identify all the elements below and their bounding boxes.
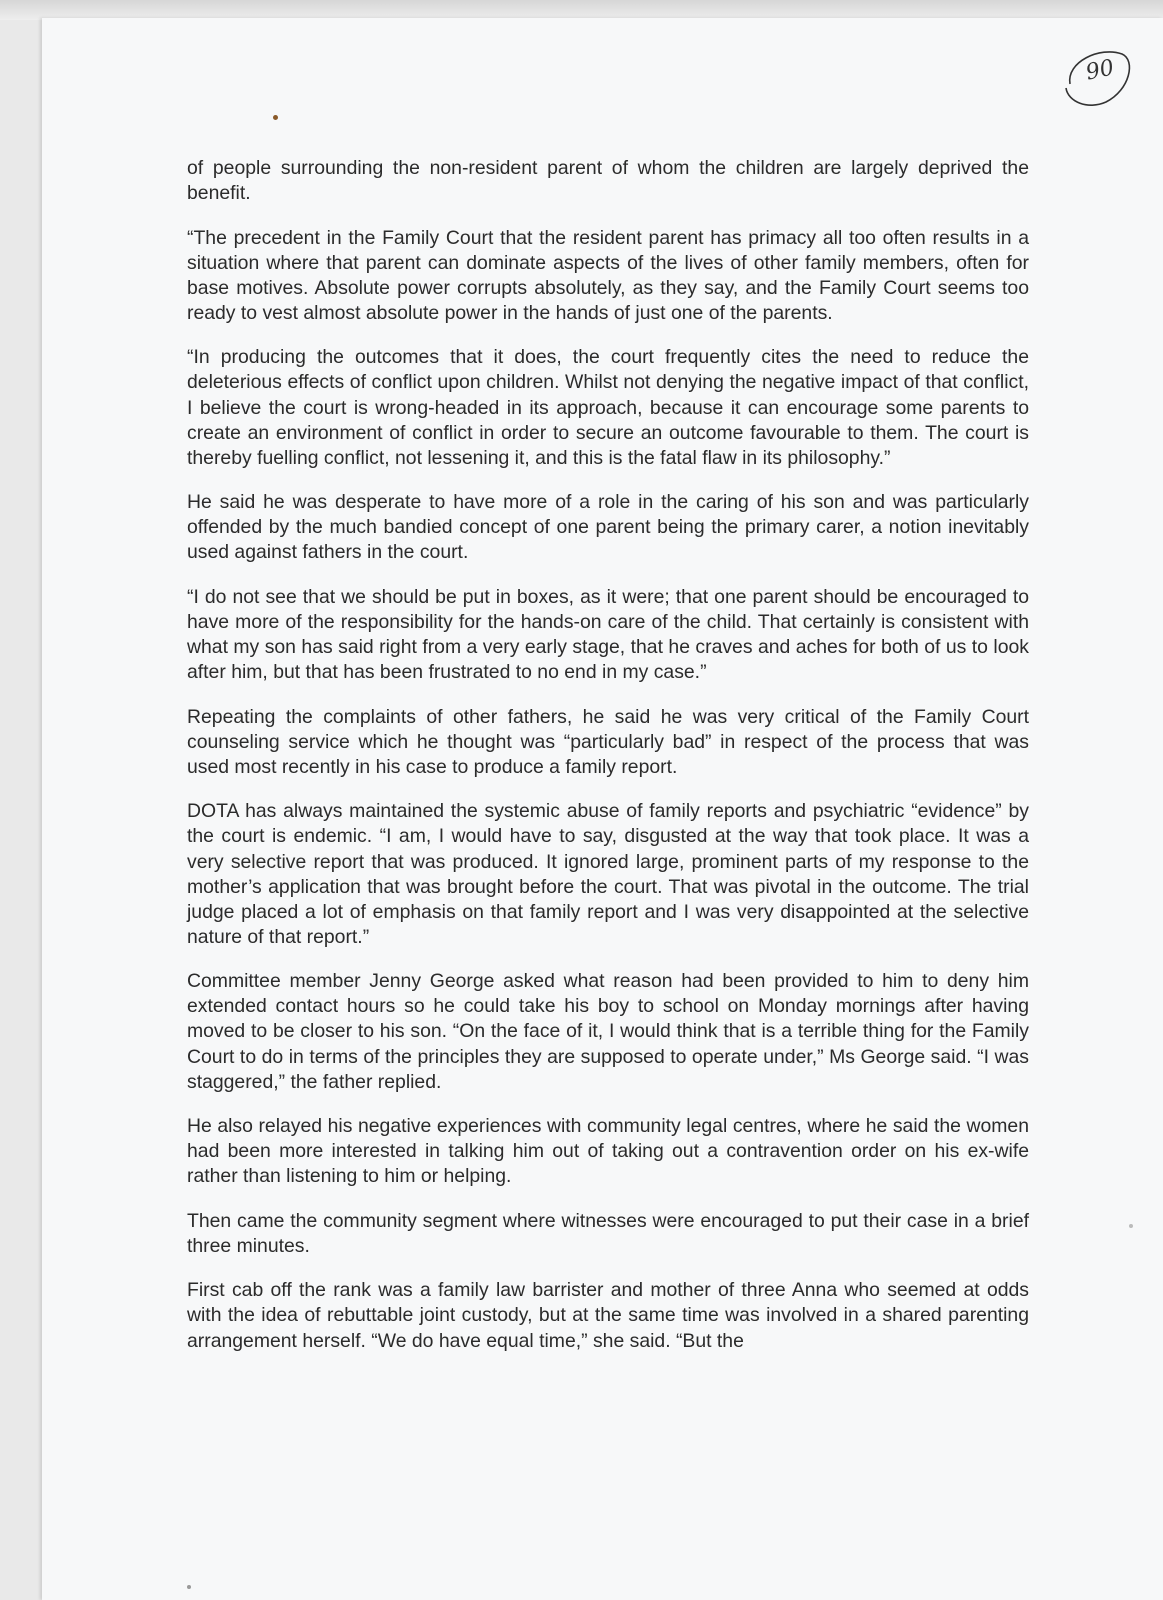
- paragraph: DOTA has always maintained the systemic abuse of family reports and psychiatric “evidence” by the court is endemic. “I am, I would have to say, disgusted at the way that took place. It was a very selective report that was produced. It ignored large, prominent parts of my response to the mother’s application that was brought before the court. That was pivotal in the outcome. The trial judge placed a lot of emphasis on that family report and I was very disappointed at the selective nature of that report.”: [187, 800, 1029, 948]
- page-number: 90: [1083, 55, 1117, 86]
- paragraph: Then came the community segment where witnesses were encouraged to put their case in a brief three minutes.: [187, 1209, 1029, 1257]
- scan-speck: [1129, 1224, 1133, 1228]
- paragraph: “I do not see that we should be put in boxes, as it were; that one parent should be encouraged to have more of the responsibility for the hands-on care of the child. That certainly is consistent with what my son has said right from a very early stage, that he craves and aches for both of us to look after him, but that has been frustrated to no end in my case.”: [187, 585, 1029, 684]
- scan-speck: [187, 1585, 191, 1589]
- paragraph: Repeating the complaints of other fathers, he said he was very critical of the Family Court counseling service which he thought was “particularly bad” in respect of the process that was used most recently in his case to produce a family report.: [187, 705, 1029, 778]
- paragraph: First cab off the rank was a family law barrister and mother of three Anna who seemed at odds with the idea of rebuttable joint custody, but at the same time was involved in a shared parenting arrangement herself. “We do have equal time,” she said. “But the: [187, 1279, 1029, 1352]
- paragraph: “In producing the outcomes that it does, the court frequently cites the need to reduce the deleterious effects of conflict upon children. Whilst not denying the negative impact of that conflict, I believe the court is wrong-headed in its approach, because it can encourage some parents to create an environment of conflict in order to secure an outcome favourable to them. The court is thereby fuelling conflict, not lessening it, and this is the fatal flaw in its philosophy.”: [187, 346, 1029, 469]
- paragraph: of people surrounding the non-resident parent of whom the children are largely deprived the benefit.: [187, 157, 1029, 205]
- paragraph: He also relayed his negative experiences with community legal centres, where he said the women had been more interested in talking him out of taking out a contravention order on his ex-wife rather than listening to him or helping.: [187, 1115, 1029, 1188]
- paragraph: “The precedent in the Family Court that the resident parent has primacy all too often results in a situation where that parent can dominate aspects of the lives of other family members, often for base motives. Absolute power corrupts absolutely, as they say, and the Family Court seems too ready to vest almost absolute power in the hands of just one of the parents.: [187, 226, 1029, 324]
- scan-edge: [0, 0, 1163, 20]
- article-body: [187, 156, 1029, 1373]
- scan-speck: [273, 115, 278, 120]
- paragraph: Committee member Jenny George asked what reason had been provided to him to deny him extended contact hours so he could take his boy to school on Monday mornings after having moved to be closer to his son. “On the face of it, I would think that is a terrible thing for the Family Court to do in terms of the principles they are supposed to operate under,” Ms George said. “I was staggered,” the father replied.: [187, 970, 1029, 1093]
- paragraph: He said he was desperate to have more of a role in the caring of his son and was particularly offended by the much bandied concept of one parent being the primary carer, a notion inevitably used against fathers in the court.: [187, 491, 1029, 564]
